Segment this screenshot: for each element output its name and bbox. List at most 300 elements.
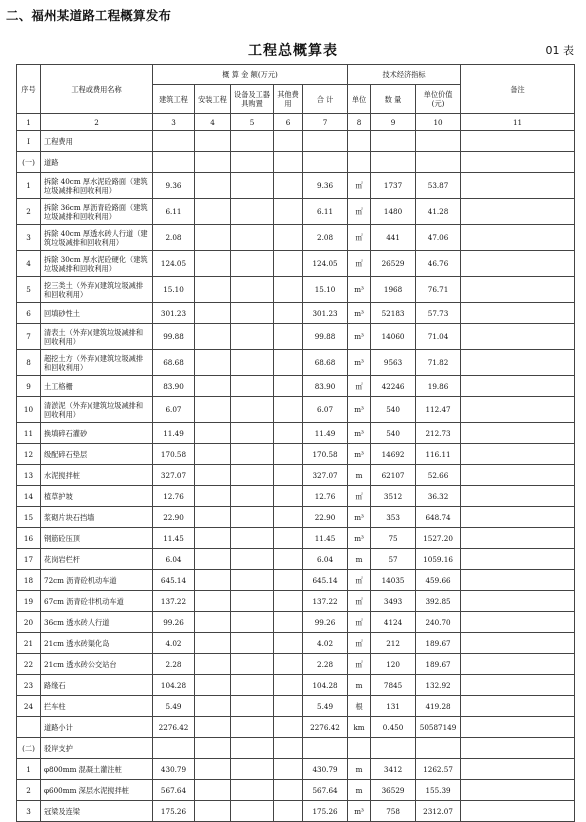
cell-total: 2.28 [303, 654, 348, 675]
cell-remark [461, 675, 575, 696]
cell-other [274, 801, 303, 822]
cell-construction: 2.08 [153, 225, 195, 251]
cell-install [195, 633, 231, 654]
cell-equipment [231, 277, 274, 303]
cell-other [274, 350, 303, 376]
cell-name: 36cm 透水砖人行道 [41, 612, 153, 633]
cell-name: 换填碎石灌砂 [41, 423, 153, 444]
cell-qty: 14060 [371, 324, 416, 350]
cell-qty: 0.450 [371, 717, 416, 738]
cell-construction: 22.90 [153, 507, 195, 528]
table-row [17, 152, 575, 173]
cell-install [195, 423, 231, 444]
cell-seq: Ⅰ [17, 131, 41, 152]
cell-name: 冠梁及连梁 [41, 801, 153, 822]
column-index: 3 [153, 114, 195, 131]
header-seq: 序号 [17, 65, 41, 114]
cell-unit-value: 53.87 [416, 173, 461, 199]
cell-equipment [231, 654, 274, 675]
cell-construction: 567.64 [153, 780, 195, 801]
cell-total: 2.08 [303, 225, 348, 251]
cell-install [195, 376, 231, 397]
cell-remark [461, 397, 575, 423]
cell-other [274, 591, 303, 612]
cell-equipment [231, 465, 274, 486]
cell-unit-value: 1527.20 [416, 528, 461, 549]
cell-seq: 5 [17, 277, 41, 303]
cell-seq: 14 [17, 486, 41, 507]
header-name: 工程或费用名称 [41, 65, 153, 114]
cell-other [274, 465, 303, 486]
cell-qty: 1968 [371, 277, 416, 303]
cell-equipment [231, 173, 274, 199]
cell-unit-value: 41.28 [416, 199, 461, 225]
cell-equipment [231, 507, 274, 528]
table-row [17, 738, 575, 759]
cell-unit: ㎡ [348, 225, 371, 251]
cell-unit-value: 155.39 [416, 780, 461, 801]
cell-remark [461, 759, 575, 780]
cell-construction: 137.22 [153, 591, 195, 612]
cell-name: 驳岸支护 [41, 738, 153, 759]
section-title: 二、福州某道路工程概算发布 [6, 8, 172, 23]
cell-remark [461, 251, 575, 277]
cell-remark [461, 486, 575, 507]
cell-qty: 120 [371, 654, 416, 675]
cell-equipment [231, 591, 274, 612]
cell-construction [153, 152, 195, 173]
cell-total: 99.26 [303, 612, 348, 633]
cell-equipment [231, 444, 274, 465]
cell-seq: 17 [17, 549, 41, 570]
cell-equipment [231, 549, 274, 570]
cell-unit: ㎡ [348, 173, 371, 199]
cell-other [274, 324, 303, 350]
cell-total: 6.11 [303, 199, 348, 225]
cell-unit: m³ [348, 303, 371, 324]
cell-unit: m [348, 759, 371, 780]
cell-remark [461, 549, 575, 570]
cell-seq: 6 [17, 303, 41, 324]
cell-unit: m³ [348, 350, 371, 376]
cell-seq: 23 [17, 675, 41, 696]
table-row [17, 654, 575, 675]
cell-seq: 11 [17, 423, 41, 444]
cell-equipment [231, 324, 274, 350]
cell-install [195, 717, 231, 738]
cell-qty: 14035 [371, 570, 416, 591]
cell-remark [461, 696, 575, 717]
cell-equipment [231, 780, 274, 801]
cell-unit: ㎡ [348, 591, 371, 612]
cell-remark [461, 738, 575, 759]
cell-total: 68.68 [303, 350, 348, 376]
cell-unit-value: 71.82 [416, 350, 461, 376]
cell-remark [461, 717, 575, 738]
cell-unit: m³ [348, 444, 371, 465]
table-row [17, 507, 575, 528]
cell-other [274, 397, 303, 423]
cell-seq: 3 [17, 225, 41, 251]
cell-construction: 99.88 [153, 324, 195, 350]
cell-qty: 75 [371, 528, 416, 549]
cell-qty: 1737 [371, 173, 416, 199]
table-row [17, 591, 575, 612]
cell-unit-value: 419.28 [416, 696, 461, 717]
table-row [17, 444, 575, 465]
table-row [17, 549, 575, 570]
cell-seq: 3 [17, 801, 41, 822]
cell-other [274, 780, 303, 801]
cell-install [195, 738, 231, 759]
cell-total: 137.22 [303, 591, 348, 612]
cell-unit: m³ [348, 324, 371, 350]
cell-seq: 18 [17, 570, 41, 591]
cell-install [195, 199, 231, 225]
cell-name: 路缘石 [41, 675, 153, 696]
cell-total: 104.28 [303, 675, 348, 696]
cell-seq: (二) [17, 738, 41, 759]
cell-install [195, 277, 231, 303]
cell-unit-value: 19.86 [416, 376, 461, 397]
cell-equipment [231, 303, 274, 324]
cell-qty: 131 [371, 696, 416, 717]
header-unit: 单位 [348, 85, 371, 114]
column-index: 1 [17, 114, 41, 131]
cell-equipment [231, 570, 274, 591]
cell-equipment [231, 423, 274, 444]
column-index: 2 [41, 114, 153, 131]
cell-install [195, 324, 231, 350]
cell-unit-value [416, 152, 461, 173]
table-row [17, 465, 575, 486]
cell-seq: 19 [17, 591, 41, 612]
cell-name: 级配碎石垫层 [41, 444, 153, 465]
cell-install [195, 549, 231, 570]
cell-other [274, 225, 303, 251]
cell-construction: 301.23 [153, 303, 195, 324]
cell-total: 170.58 [303, 444, 348, 465]
cell-unit-value: 1262.57 [416, 759, 461, 780]
column-index: 5 [231, 114, 274, 131]
cell-total: 4.02 [303, 633, 348, 654]
cell-unit-value: 1059.16 [416, 549, 461, 570]
column-index: 9 [371, 114, 416, 131]
cell-equipment [231, 152, 274, 173]
cell-qty [371, 738, 416, 759]
cell-qty: 758 [371, 801, 416, 822]
cell-construction: 2276.42 [153, 717, 195, 738]
cell-other [274, 507, 303, 528]
cell-seq: 22 [17, 654, 41, 675]
cell-remark [461, 131, 575, 152]
cell-total: 6.04 [303, 549, 348, 570]
cell-unit-value: 212.73 [416, 423, 461, 444]
cell-name: 花岗岩栏杆 [41, 549, 153, 570]
column-index: 8 [348, 114, 371, 131]
cell-qty: 36529 [371, 780, 416, 801]
cell-seq: 24 [17, 696, 41, 717]
cell-construction [153, 738, 195, 759]
cell-equipment [231, 696, 274, 717]
table-row [17, 612, 575, 633]
cell-total [303, 131, 348, 152]
column-index: 4 [195, 114, 231, 131]
cell-unit-value: 240.70 [416, 612, 461, 633]
cell-seq: 7 [17, 324, 41, 350]
cell-unit: m³ [348, 397, 371, 423]
cell-unit-value: 132.92 [416, 675, 461, 696]
cell-other [274, 199, 303, 225]
header-equipment: 设备及工器具购置 [231, 85, 274, 114]
cell-install [195, 759, 231, 780]
cell-remark [461, 376, 575, 397]
cell-unit-value: 189.67 [416, 633, 461, 654]
cell-unit: m³ [348, 528, 371, 549]
cell-other [274, 717, 303, 738]
cell-total: 15.10 [303, 277, 348, 303]
cell-install [195, 570, 231, 591]
table-row [17, 324, 575, 350]
cell-qty: 3412 [371, 759, 416, 780]
cell-seq: 2 [17, 780, 41, 801]
cell-construction: 68.68 [153, 350, 195, 376]
cell-construction: 6.11 [153, 199, 195, 225]
header-budget-group: 概 算 金 额(万元) [153, 65, 348, 85]
cell-name: 挖三类土（外弃)(建筑垃圾减排和回收利用） [41, 277, 153, 303]
cell-construction: 11.49 [153, 423, 195, 444]
table-body [17, 131, 575, 822]
cell-equipment [231, 528, 274, 549]
cell-total: 99.88 [303, 324, 348, 350]
cell-seq: 10 [17, 397, 41, 423]
cell-unit-value: 46.76 [416, 251, 461, 277]
cell-construction: 99.26 [153, 612, 195, 633]
cell-install [195, 801, 231, 822]
cell-install [195, 173, 231, 199]
cell-seq: 12 [17, 444, 41, 465]
cell-other [274, 675, 303, 696]
cell-unit-value: 648.74 [416, 507, 461, 528]
cell-remark [461, 444, 575, 465]
cell-construction: 104.28 [153, 675, 195, 696]
cell-other [274, 376, 303, 397]
cell-unit-value: 36.32 [416, 486, 461, 507]
cell-equipment [231, 675, 274, 696]
cell-seq: 20 [17, 612, 41, 633]
cell-unit: m [348, 465, 371, 486]
column-index: 10 [416, 114, 461, 131]
cell-qty: 57 [371, 549, 416, 570]
cell-qty: 3493 [371, 591, 416, 612]
cell-remark [461, 303, 575, 324]
table-row [17, 633, 575, 654]
cell-total [303, 152, 348, 173]
cell-seq: (一) [17, 152, 41, 173]
cell-remark [461, 173, 575, 199]
cell-install [195, 397, 231, 423]
table-row [17, 801, 575, 822]
cell-total: 12.76 [303, 486, 348, 507]
cell-total: 327.07 [303, 465, 348, 486]
cell-name: 72cm 沥青砼机动车道 [41, 570, 153, 591]
cell-unit: km [348, 717, 371, 738]
cell-total: 11.45 [303, 528, 348, 549]
cell-install [195, 591, 231, 612]
cell-name: 水泥搅拌桩 [41, 465, 153, 486]
header-unit-value: 单位价值(元) [416, 85, 461, 114]
cell-equipment [231, 376, 274, 397]
cell-construction: 83.90 [153, 376, 195, 397]
cell-unit-value [416, 131, 461, 152]
cell-install [195, 507, 231, 528]
cell-seq: 2 [17, 199, 41, 225]
cell-other [274, 759, 303, 780]
cell-name: 67cm 沥青砼非机动车道 [41, 591, 153, 612]
cell-unit-value: 71.04 [416, 324, 461, 350]
cell-name: 工程费用 [41, 131, 153, 152]
cell-remark [461, 633, 575, 654]
cell-equipment [231, 717, 274, 738]
cell-remark [461, 350, 575, 376]
column-index: 11 [461, 114, 575, 131]
cell-other [274, 251, 303, 277]
cell-unit: ㎡ [348, 199, 371, 225]
cell-qty: 212 [371, 633, 416, 654]
header-qty: 数 量 [371, 85, 416, 114]
cell-name: 道路 [41, 152, 153, 173]
table-title: 工程总概算表 [248, 43, 338, 59]
cell-total: 22.90 [303, 507, 348, 528]
cell-install [195, 131, 231, 152]
cell-install [195, 654, 231, 675]
cell-unit-value: 392.85 [416, 591, 461, 612]
cell-unit-value: 112.47 [416, 397, 461, 423]
cell-seq: 13 [17, 465, 41, 486]
cell-qty: 52183 [371, 303, 416, 324]
table-row [17, 528, 575, 549]
cell-remark [461, 423, 575, 444]
cell-install [195, 303, 231, 324]
cell-install [195, 225, 231, 251]
cell-name: 钢筋砼压顶 [41, 528, 153, 549]
cell-remark [461, 801, 575, 822]
cell-other [274, 303, 303, 324]
cell-unit: ㎡ [348, 570, 371, 591]
cell-other [274, 633, 303, 654]
cell-other [274, 549, 303, 570]
cell-unit: m [348, 549, 371, 570]
cell-construction: 327.07 [153, 465, 195, 486]
cell-qty [371, 131, 416, 152]
cell-seq: 15 [17, 507, 41, 528]
cell-qty: 7845 [371, 675, 416, 696]
cell-qty [371, 152, 416, 173]
cell-total [303, 738, 348, 759]
table-row [17, 277, 575, 303]
cell-total: 11.49 [303, 423, 348, 444]
cell-unit [348, 131, 371, 152]
table-row [17, 759, 575, 780]
cell-unit-value: 50587149 [416, 717, 461, 738]
cell-name: 拦车柱 [41, 696, 153, 717]
cell-other [274, 528, 303, 549]
cell-remark [461, 528, 575, 549]
cell-total: 6.07 [303, 397, 348, 423]
cell-unit-value: 189.67 [416, 654, 461, 675]
cell-equipment [231, 738, 274, 759]
cell-total: 567.64 [303, 780, 348, 801]
cell-construction: 175.26 [153, 801, 195, 822]
cell-qty: 14692 [371, 444, 416, 465]
cell-unit-value: 2312.07 [416, 801, 461, 822]
table-row [17, 376, 575, 397]
cell-unit: m³ [348, 507, 371, 528]
cell-total: 430.79 [303, 759, 348, 780]
cell-construction: 15.10 [153, 277, 195, 303]
cell-qty: 42246 [371, 376, 416, 397]
cell-install [195, 350, 231, 376]
cell-remark [461, 277, 575, 303]
cell-remark [461, 612, 575, 633]
cell-name: φ600mm 深层水泥搅拌桩 [41, 780, 153, 801]
cell-qty: 1480 [371, 199, 416, 225]
table-row [17, 780, 575, 801]
cell-total: 9.36 [303, 173, 348, 199]
cell-unit: ㎡ [348, 376, 371, 397]
column-index: 7 [303, 114, 348, 131]
cell-construction: 430.79 [153, 759, 195, 780]
cell-construction [153, 131, 195, 152]
cell-other [274, 570, 303, 591]
cell-construction: 6.07 [153, 397, 195, 423]
cell-construction: 645.14 [153, 570, 195, 591]
header-other: 其他费用 [274, 85, 303, 114]
cell-other [274, 696, 303, 717]
table-row [17, 303, 575, 324]
cell-unit: ㎡ [348, 654, 371, 675]
cell-install [195, 780, 231, 801]
table-row [17, 570, 575, 591]
cell-construction: 11.45 [153, 528, 195, 549]
cell-other [274, 738, 303, 759]
cell-seq: 1 [17, 759, 41, 780]
cell-equipment [231, 251, 274, 277]
table-row [17, 717, 575, 738]
cell-name: 拆除 36cm 厚沥青砼路面（建筑垃圾减排和回收利用） [41, 199, 153, 225]
cell-equipment [231, 801, 274, 822]
cell-other [274, 173, 303, 199]
cell-remark [461, 654, 575, 675]
cell-unit: ㎡ [348, 486, 371, 507]
table-row [17, 486, 575, 507]
table-row [17, 173, 575, 199]
cell-total: 124.05 [303, 251, 348, 277]
cell-qty: 4124 [371, 612, 416, 633]
table-number: 01 表 [545, 44, 574, 57]
table-row [17, 131, 575, 152]
header-total: 合 计 [303, 85, 348, 114]
cell-seq [17, 717, 41, 738]
cell-equipment [231, 350, 274, 376]
cell-equipment [231, 759, 274, 780]
cell-construction: 12.76 [153, 486, 195, 507]
cell-unit [348, 738, 371, 759]
cell-name: 21cm 透水砖公交站台 [41, 654, 153, 675]
cell-qty: 540 [371, 397, 416, 423]
cell-install [195, 486, 231, 507]
cell-qty: 62107 [371, 465, 416, 486]
